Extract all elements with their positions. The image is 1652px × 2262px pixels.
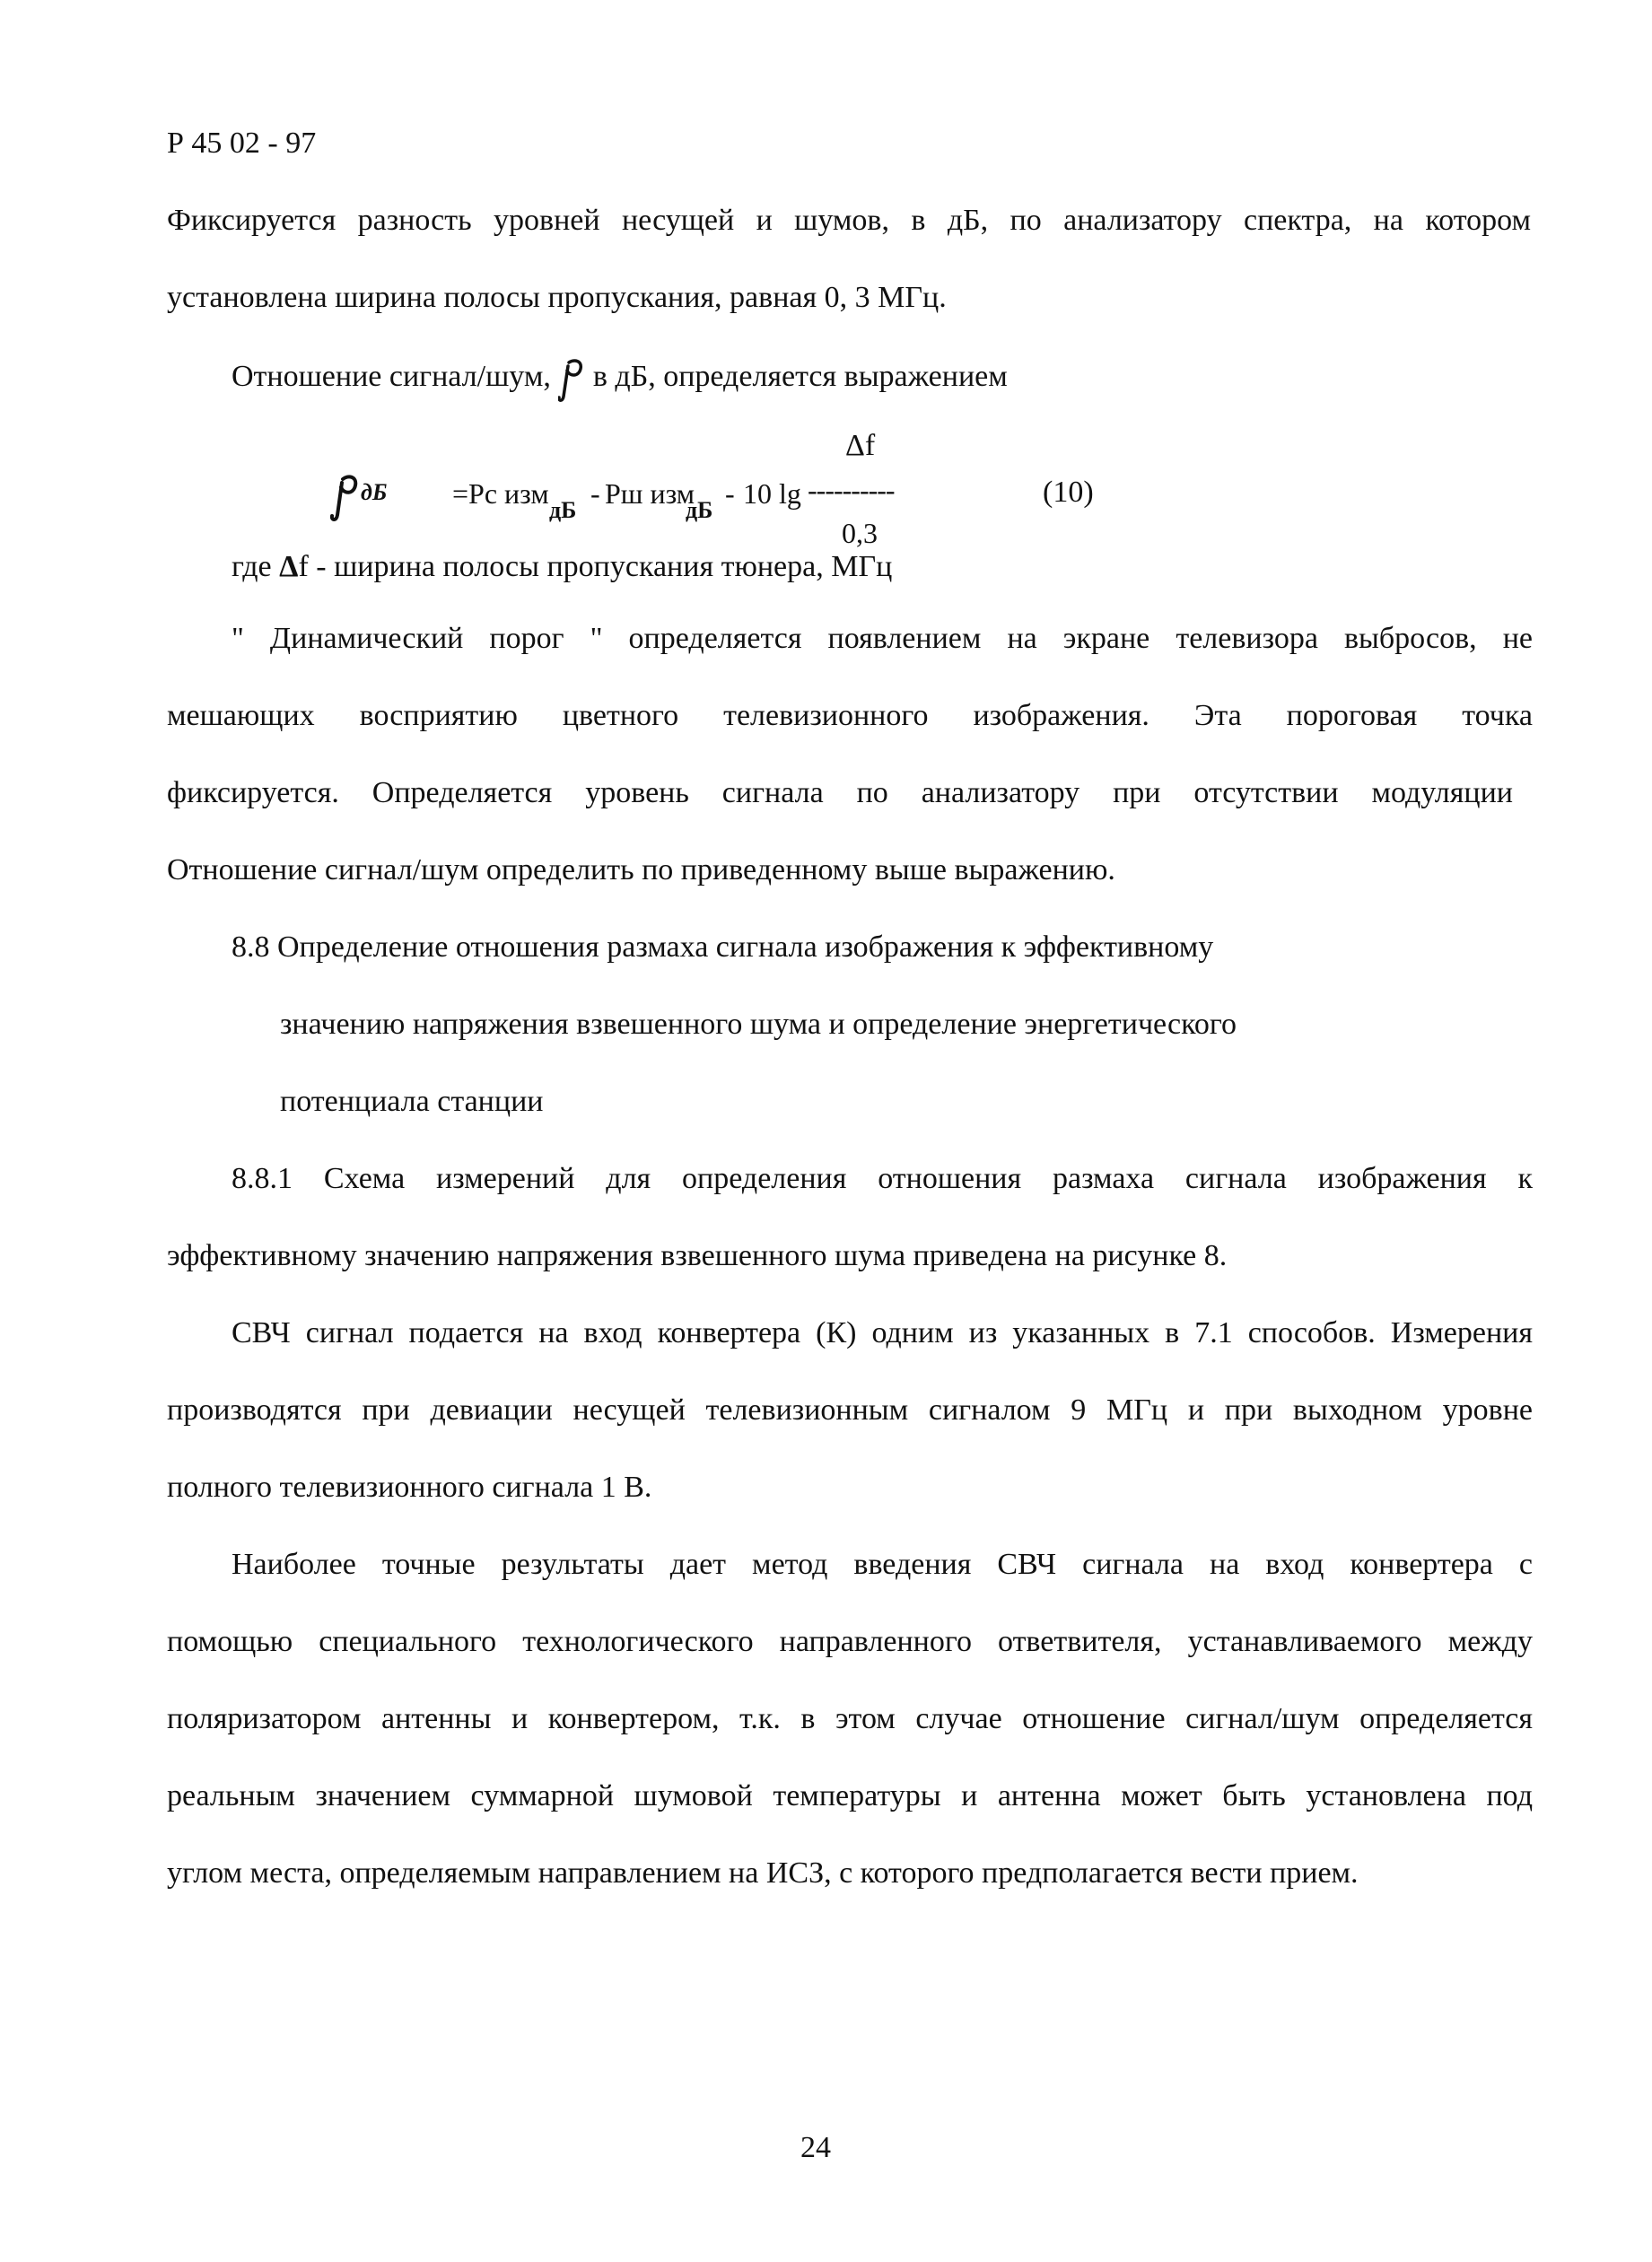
section-heading: значению напряжения взвешенного шума и определение энергетического bbox=[280, 1008, 1237, 1041]
paragraph-line: СВЧ сигнал подается на вход конвертера (К) одним из указанных в 7.1 способов. Измерения bbox=[232, 1316, 1533, 1349]
paragraph-text: f - ширина полосы пропускания тюнера, МГц bbox=[298, 550, 893, 583]
formula-subscript: дБ bbox=[549, 497, 577, 523]
paragraph-line: производятся при девиации несущей телевизионным сигналом 9 МГц и при выходном уровне bbox=[167, 1393, 1533, 1427]
paragraph-line: углом места, определяемым направлением на ИСЗ, с которого предполагается вести прием. bbox=[167, 1856, 1359, 1890]
paragraph-line: эффективному значению напряжения взвешенного шума приведена на рисунке 8. bbox=[167, 1239, 1228, 1272]
document-code: Р 45 02 - 97 bbox=[167, 127, 317, 160]
formula-operator: - bbox=[590, 477, 600, 510]
paragraph-line: поляризатором антенны и конвертером, т.к. в этом случае отношение сигнал/шум определяется bbox=[167, 1702, 1533, 1735]
paragraph-line: " Динамический порог " определяется появлением на экране телевизора выбросов, не bbox=[232, 622, 1533, 655]
paragraph-line: реальным значением суммарной шумовой температуры и антенна может быть установлена под bbox=[167, 1779, 1533, 1812]
formula-fraction-bar: ---------- bbox=[808, 474, 895, 506]
rho-symbol-icon bbox=[558, 357, 585, 404]
paragraph-line: Фиксируется разность уровней несущей и шумов, в дБ, по анализатору спектра, на котором bbox=[167, 204, 1531, 237]
formula-operator: - bbox=[725, 477, 735, 510]
formula-denominator: 0,3 bbox=[842, 517, 878, 549]
formula-subscript: дБ bbox=[686, 497, 713, 523]
rho-symbol-icon bbox=[330, 472, 361, 526]
formula-term: =Рс изм bbox=[452, 477, 549, 510]
formula-subscript: дБ bbox=[361, 479, 388, 505]
delta-symbol: Δ bbox=[279, 550, 299, 583]
formula-numerator: Δf bbox=[845, 429, 876, 462]
paragraph-text: Отношение сигнал/шум, bbox=[232, 360, 551, 393]
formula-term: 10 lg bbox=[743, 477, 801, 510]
paragraph-line: мешающих восприятию цветного телевизионного изображения. Эта пороговая точка bbox=[167, 699, 1533, 732]
paragraph-line: 8.8.1 Схема измерений для определения отношения размаха сигнала изображения к bbox=[232, 1162, 1533, 1195]
paragraph-line: помощью специального технологического направленного ответвителя, устанавливаемого между bbox=[167, 1625, 1533, 1658]
section-heading: потенциала станции bbox=[280, 1085, 544, 1118]
paragraph-line: полного телевизионного сигнала 1 В. bbox=[167, 1471, 652, 1504]
formula-term: Рш изм bbox=[605, 477, 695, 510]
paragraph-text: в дБ, определяется выражением bbox=[592, 360, 1008, 393]
formula-number: (10) bbox=[1043, 476, 1094, 509]
paragraph-line bbox=[232, 357, 1008, 404]
page-number: 24 bbox=[800, 2131, 831, 2164]
paragraph-line: Наиболее точные результаты дает метод введения СВЧ сигнала на вход конвертера с bbox=[232, 1548, 1533, 1581]
paragraph-text: где bbox=[232, 550, 272, 583]
paragraph-line: Отношение сигнал/шум определить по приведенному выше выражению. bbox=[167, 853, 1115, 886]
paragraph-line: фиксируется. Определяется уровень сигнала по анализатору при отсутствии модуляции bbox=[167, 776, 1513, 809]
formula-10 bbox=[330, 476, 1120, 537]
paragraph-line: установлена ширина полосы пропускания, равная 0, 3 МГц. bbox=[167, 281, 947, 314]
paragraph-line bbox=[232, 549, 892, 585]
section-heading: 8.8 Определение отношения размаха сигнала изображения к эффективному bbox=[232, 930, 1214, 964]
